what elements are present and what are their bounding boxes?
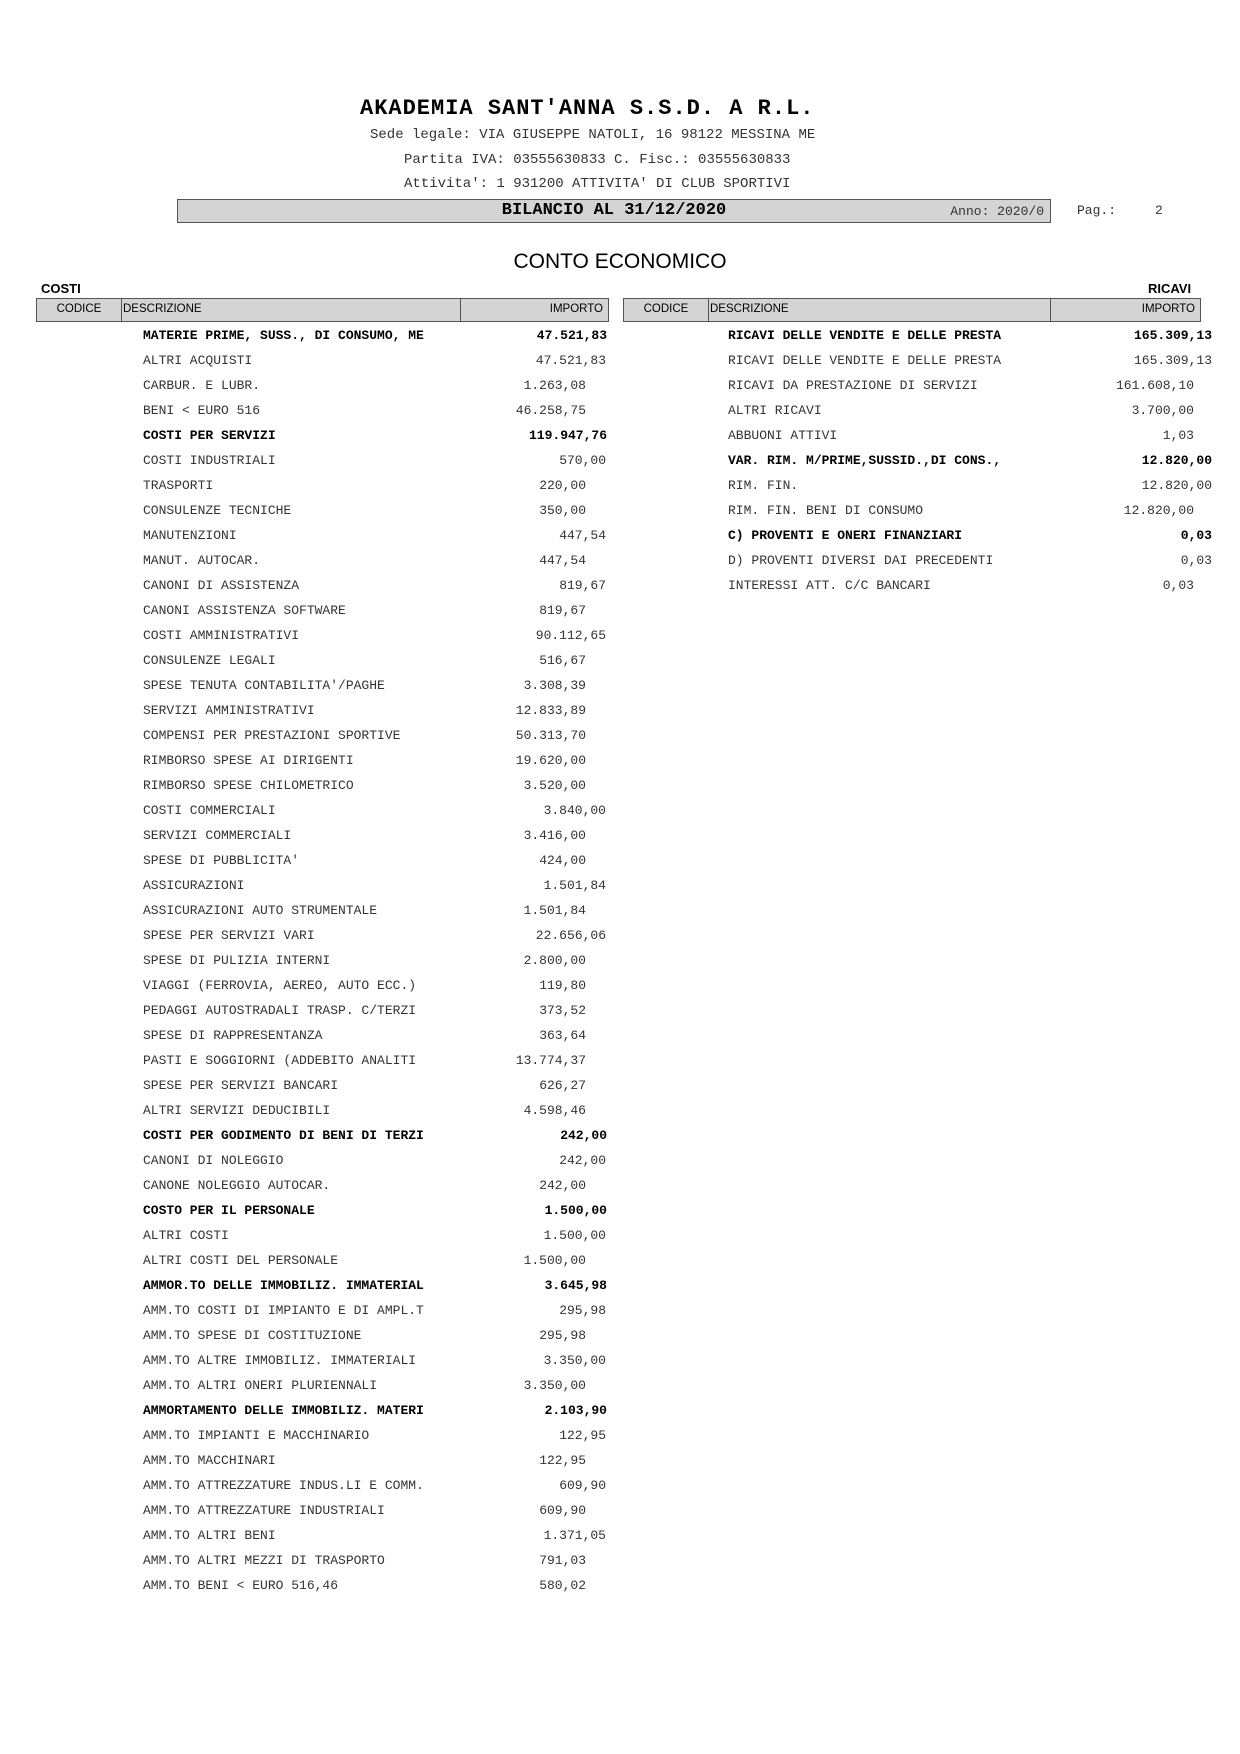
costs-rows [0,326,620,1601]
account-description: AMMORTAMENTO DELLE IMMOBILIZ. MATERI [143,1403,424,1418]
cost-row [0,376,620,401]
revenue-row [620,426,1240,451]
cost-row [0,1226,620,1251]
account-amount: 220,00 [539,478,586,493]
account-description: ALTRI ACQUISTI [143,353,253,368]
account-description: RICAVI DELLE VENDITE E DELLE PRESTA [728,328,1002,343]
cost-row [0,526,620,551]
cost-row [0,1426,620,1451]
account-description: ALTRI RICAVI [728,403,822,418]
account-amount: 1.500,00 [544,1203,607,1218]
col-descrizione: DESCRIZIONE [121,299,460,321]
account-description: CANONI DI NOLEGGIO [143,1153,284,1168]
account-description: AMM.TO ALTRI ONERI PLURIENNALI [143,1378,378,1393]
cost-row [0,576,620,601]
account-amount: 122,95 [559,1428,606,1443]
revenue-row [620,326,1240,351]
cost-row [0,1476,620,1501]
vat-number: Partita IVA: 03555630833 C. Fisc.: 03555630833 [404,152,791,168]
page-title: CONTO ECONOMICO [513,250,727,273]
cost-row [0,1401,620,1426]
company-name: AKADEMIA SANT'ANNA S.S.D. A R.L. [360,96,815,121]
account-description: MANUT. AUTOCAR. [143,553,261,568]
page-label: Pag.: [1077,203,1117,218]
account-description: SERVIZI AMMINISTRATIVI [143,703,315,718]
account-description: COSTO PER IL PERSONALE [143,1203,315,1218]
account-amount: 447,54 [559,528,606,543]
account-amount: 47.521,83 [535,353,606,368]
account-description: SPESE PER SERVIZI BANCARI [143,1078,339,1093]
account-amount: 50.313,70 [515,728,586,743]
account-amount: 609,90 [539,1503,586,1518]
revenue-row [620,351,1240,376]
revenue-row [620,476,1240,501]
account-description: ASSICURAZIONI [143,878,245,893]
balance-title-bar [177,199,1051,223]
cost-row [0,801,620,826]
account-description: AMM.TO COSTI DI IMPIANTO E DI AMPL.T [143,1303,424,1318]
cost-row [0,476,620,501]
account-amount: 90.112,65 [535,628,606,643]
account-amount: 3.840,00 [543,803,606,818]
revenue-row [620,376,1240,401]
account-amount: 791,03 [539,1553,586,1568]
account-amount: 2.800,00 [523,953,586,968]
cost-row [0,726,620,751]
account-amount: 373,52 [539,1003,586,1018]
col-importo: IMPORTO [460,299,607,321]
cost-row [0,551,620,576]
account-description: RIM. FIN. [728,478,799,493]
cost-row [0,451,620,476]
account-description: PEDAGGI AUTOSTRADALI TRASP. C/TERZI [143,1003,417,1018]
account-amount: 1,03 [1162,428,1194,443]
cost-row [0,1251,620,1276]
revenue-row [620,401,1240,426]
account-description: ALTRI COSTI [143,1228,229,1243]
account-description: RICAVI DA PRESTAZIONE DI SERVIZI [728,378,978,393]
account-description: CANONE NOLEGGIO AUTOCAR. [143,1178,331,1193]
account-amount: 22.656,06 [535,928,606,943]
account-amount: 242,00 [539,1178,586,1193]
account-description: SPESE PER SERVIZI VARI [143,928,315,943]
cost-row [0,951,620,976]
account-description: SERVIZI COMMERCIALI [143,828,292,843]
account-amount: 609,90 [559,1478,606,1493]
account-description: VIAGGI (FERROVIA, AEREO, AUTO ECC.) [143,978,417,993]
account-amount: 12.820,00 [1123,503,1194,518]
cost-row [0,1076,620,1101]
costs-section-label: COSTI [41,281,81,296]
revenue-row [620,551,1240,576]
account-description: AMM.TO ALTRI BENI [143,1528,276,1543]
cost-row [0,426,620,451]
account-amount: 295,98 [559,1303,606,1318]
cost-row [0,1451,620,1476]
revenues-rows [620,326,1240,601]
account-description: AMM.TO ALTRE IMMOBILIZ. IMMATERIALI [143,1353,417,1368]
cost-row [0,351,620,376]
account-description: AMM.TO MACCHINARI [143,1453,276,1468]
account-amount: 3.350,00 [543,1353,606,1368]
account-amount: 3.520,00 [523,778,586,793]
col-descrizione: DESCRIZIONE [708,299,1050,321]
account-description: TRASPORTI [143,478,214,493]
account-description: ASSICURAZIONI AUTO STRUMENTALE [143,903,378,918]
costs-table-header [36,298,609,322]
account-amount: 626,27 [539,1078,586,1093]
cost-row [0,1201,620,1226]
account-amount: 47.521,83 [536,328,607,343]
account-amount: 570,00 [559,453,606,468]
account-amount: 161.608,10 [1115,378,1194,393]
account-description: AMM.TO SPESE DI COSTITUZIONE [143,1328,362,1343]
account-amount: 3.645,98 [544,1278,607,1293]
cost-row [0,1551,620,1576]
account-amount: 165.309,13 [1133,353,1212,368]
account-amount: 46.258,75 [515,403,586,418]
cost-row [0,1576,620,1601]
col-codice: CODICE [56,303,102,315]
account-description: PASTI E SOGGIORNI (ADDEBITO ANALITI [143,1053,417,1068]
account-description: AMM.TO IMPIANTI E MACCHINARIO [143,1428,370,1443]
cost-row [0,1376,620,1401]
cost-row [0,401,620,426]
account-description: COSTI AMMINISTRATIVI [143,628,300,643]
cost-row [0,676,620,701]
account-amount: 1.501,84 [543,878,606,893]
account-description: BENI < EURO 516 [143,403,261,418]
cost-row [0,851,620,876]
cost-row [0,1351,620,1376]
account-description: SPESE TENUTA CONTABILITA'/PAGHE [143,678,385,693]
cost-row [0,1101,620,1126]
account-description: RIMBORSO SPESE CHILOMETRICO [143,778,354,793]
cost-row [0,776,620,801]
account-amount: 119,80 [539,978,586,993]
account-description: CONSULENZE TECNICHE [143,503,292,518]
cost-row [0,1326,620,1351]
account-amount: 0,03 [1180,528,1212,543]
revenue-row [620,576,1240,601]
account-description: ABBUONI ATTIVI [728,428,838,443]
account-amount: 447,54 [539,553,586,568]
account-description: AMM.TO ALTRI MEZZI DI TRASPORTO [143,1553,385,1568]
account-amount: 12.833,89 [515,703,586,718]
account-description: SPESE DI PULIZIA INTERNI [143,953,331,968]
revenue-row [620,501,1240,526]
account-amount: 295,98 [539,1328,586,1343]
account-amount: 122,95 [539,1453,586,1468]
cost-row [0,901,620,926]
account-description: AMMOR.TO DELLE IMMOBILIZ. IMMATERIAL [143,1278,424,1293]
revenues-table-header [623,298,1201,322]
col-importo: IMPORTO [1050,299,1199,321]
cost-row [0,1301,620,1326]
balance-title: BILANCIO AL 31/12/2020 [501,201,727,220]
account-description: ALTRI SERVIZI DEDUCIBILI [143,1103,331,1118]
account-amount: 516,67 [539,653,586,668]
account-description: AMM.TO ATTREZZATURE INDUS.LI E COMM. [143,1478,424,1493]
cost-row [0,826,620,851]
cost-row [0,926,620,951]
account-description: RICAVI DELLE VENDITE E DELLE PRESTA [728,353,1002,368]
account-description: AMM.TO ATTREZZATURE INDUSTRIALI [143,1503,385,1518]
cost-row [0,651,620,676]
cost-row [0,876,620,901]
cost-row [0,1501,620,1526]
account-description: CANONI ASSISTENZA SOFTWARE [143,603,346,618]
account-amount: 242,00 [559,1153,606,1168]
account-description: COSTI PER GODIMENTO DI BENI DI TERZI [143,1128,424,1143]
account-description: SPESE DI RAPPRESENTANZA [143,1028,323,1043]
account-description: RIMBORSO SPESE AI DIRIGENTI [143,753,354,768]
account-amount: 1.263,08 [523,378,586,393]
cost-row [0,751,620,776]
account-amount: 0,03 [1162,578,1194,593]
account-description: MATERIE PRIME, SUSS., DI CONSUMO, ME [143,328,424,343]
account-amount: 119.947,76 [528,428,607,443]
account-description: RIM. FIN. BENI DI CONSUMO [728,503,924,518]
account-amount: 2.103,90 [544,1403,607,1418]
revenue-row [620,451,1240,476]
account-description: CARBUR. E LUBR. [143,378,261,393]
cost-row [0,626,620,651]
account-amount: 12.820,00 [1141,478,1212,493]
account-amount: 165.309,13 [1133,328,1212,343]
cost-row [0,1151,620,1176]
cost-row [0,1526,620,1551]
account-amount: 363,64 [539,1028,586,1043]
account-amount: 819,67 [539,603,586,618]
cost-row [0,601,620,626]
account-description: D) PROVENTI DIVERSI DAI PRECEDENTI [728,553,994,568]
account-amount: 3.416,00 [523,828,586,843]
revenue-row [620,526,1240,551]
cost-row [0,1026,620,1051]
account-amount: 3.308,39 [523,678,586,693]
account-amount: 1.500,00 [543,1228,606,1243]
account-amount: 12.820,00 [1141,453,1212,468]
fiscal-year: Anno: 2020/0 [950,204,1044,219]
cost-row [0,976,620,1001]
account-description: SPESE DI PUBBLICITA' [143,853,300,868]
account-description: CONSULENZE LEGALI [143,653,276,668]
account-amount: 0,03 [1180,553,1212,568]
account-description: COSTI COMMERCIALI [143,803,276,818]
account-description: COMPENSI PER PRESTAZIONI SPORTIVE [143,728,401,743]
account-amount: 1.501,84 [523,903,586,918]
account-description: COSTI PER SERVIZI [143,428,276,443]
registered-office: Sede legale: VIA GIUSEPPE NATOLI, 16 98122 MESSINA ME [370,127,816,143]
cost-row [0,1051,620,1076]
account-amount: 13.774,37 [515,1053,586,1068]
account-description: C) PROVENTI E ONERI FINANZIARI [728,528,963,543]
account-amount: 242,00 [560,1128,607,1143]
account-amount: 424,00 [539,853,586,868]
account-description: AMM.TO BENI < EURO 516,46 [143,1578,339,1593]
cost-row [0,701,620,726]
page-number: 2 [1155,203,1163,218]
account-description: MANUTENZIONI [143,528,237,543]
cost-row [0,326,620,351]
account-amount: 580,02 [539,1578,586,1593]
cost-row [0,501,620,526]
account-amount: 1.500,00 [523,1253,586,1268]
account-amount: 19.620,00 [515,753,586,768]
business-activity: Attivita': 1 931200 ATTIVITA' DI CLUB SPORTIVI [404,176,791,192]
account-amount: 4.598,46 [523,1103,586,1118]
account-description: INTERESSI ATT. C/C BANCARI [728,578,931,593]
cost-row [0,1001,620,1026]
account-amount: 3.350,00 [523,1378,586,1393]
cost-row [0,1176,620,1201]
cost-row [0,1276,620,1301]
cost-row [0,1126,620,1151]
account-description: ALTRI COSTI DEL PERSONALE [143,1253,339,1268]
account-description: VAR. RIM. M/PRIME,SUSSID.,DI CONS., [728,453,1002,468]
account-amount: 3.700,00 [1131,403,1194,418]
account-amount: 1.371,05 [543,1528,606,1543]
account-amount: 350,00 [539,503,586,518]
account-amount: 819,67 [559,578,606,593]
account-description: COSTI INDUSTRIALI [143,453,276,468]
revenues-section-label: RICAVI [1148,281,1192,296]
col-codice: CODICE [643,303,689,315]
account-description: CANONI DI ASSISTENZA [143,578,300,593]
